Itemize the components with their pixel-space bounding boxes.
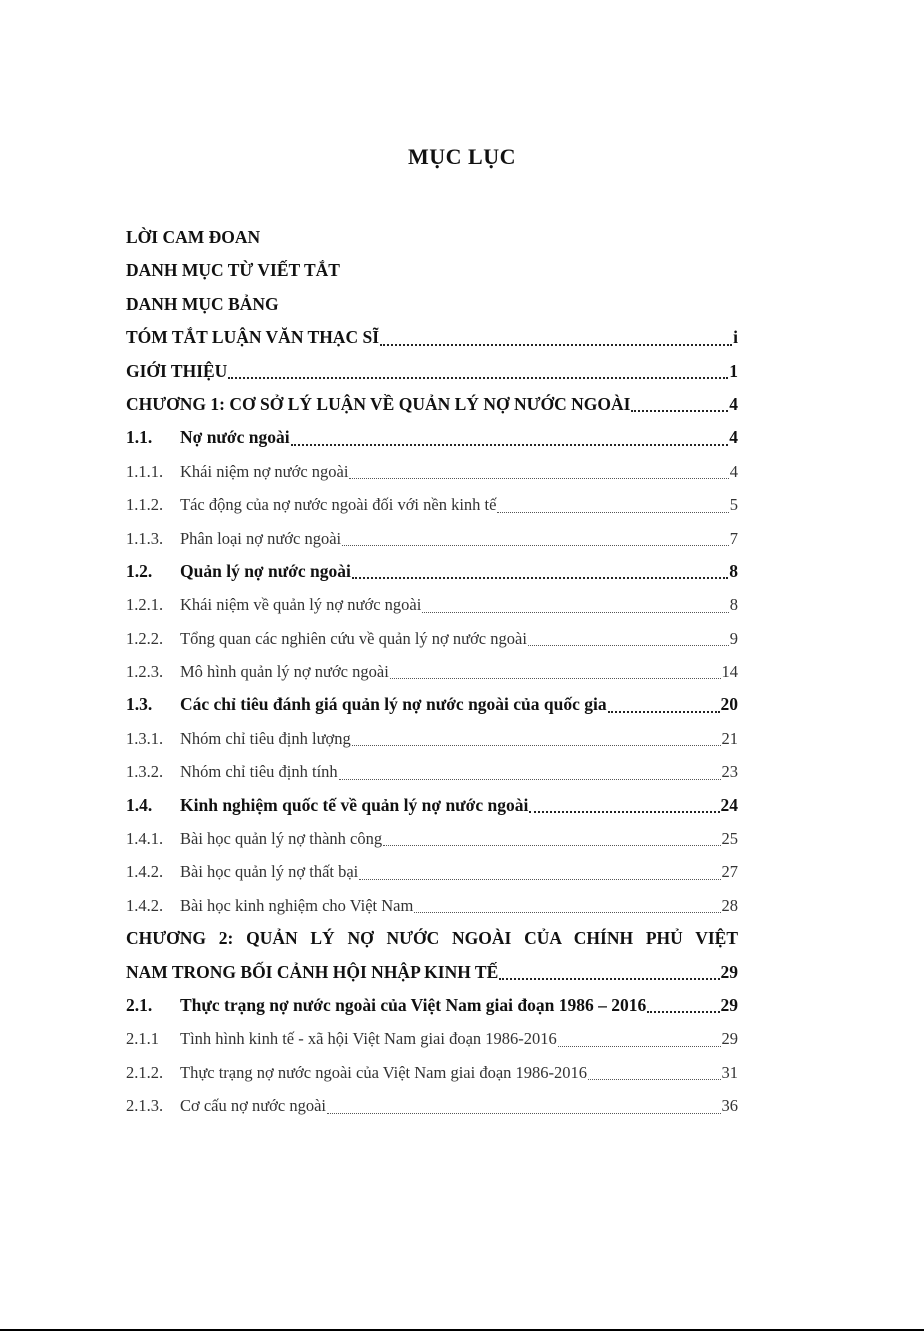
toc-entry-label: Khái niệm về quản lý nợ nước ngoài [180,595,422,615]
leader-dots [497,512,728,513]
toc-entry-page: 1 [729,360,738,381]
leader-dots [349,478,728,479]
toc-entry-label: Quản lý nợ nước ngoài [180,560,351,581]
leader-dots [380,344,732,346]
toc-entry-number: 1.3. [126,694,153,715]
toc-entry-label: LỜI CAM ĐOAN [126,227,261,247]
toc-entry-page: 8 [729,595,738,615]
leader-dots [359,879,720,880]
toc-entry [126,688,738,721]
leader-dots [631,410,728,412]
toc-entry-number: 1.2.2. [126,628,164,648]
toc-entry-label: Bài học quản lý nợ thất bại [180,862,359,882]
toc-entry-page: 29 [721,1029,738,1049]
toc-entry-page: 21 [721,728,738,748]
toc-entry-number: 2.1.1 [126,1029,159,1049]
toc-entry [126,588,738,621]
toc-entry-page: 9 [729,628,738,648]
toc-entry-page: 29 [720,961,738,982]
toc-entry-number: 1.4. [126,794,153,815]
toc-entry-number: 1.4.1. [126,829,164,849]
toc-entry [126,221,738,254]
toc-entry-label: Cơ cấu nợ nước ngoài [180,1096,327,1116]
toc-entry-page: i [733,327,738,348]
toc-entry-page: 31 [721,1062,738,1082]
toc-entry-number: 2.1.3. [126,1096,164,1116]
toc-entry [126,855,738,888]
toc-entry [126,755,738,788]
toc-entry-page: 25 [721,829,738,849]
toc-entry-label: DANH MỤC TỪ VIẾT TẮT [126,260,340,281]
toc-entry [126,321,738,354]
leader-dots [390,678,721,679]
toc-entry [126,455,738,488]
toc-entry [126,522,738,555]
toc-entry-number: 1.3.1. [126,728,164,748]
toc-entry-number: 1.4.2. [126,862,164,882]
toc-entry-label: Bài học kinh nghiệm cho Việt Nam [180,895,414,915]
toc-entry-page: 29 [720,994,738,1015]
toc-entry-page: 4 [729,461,738,481]
toc-entry [126,722,738,755]
leader-dots [608,711,720,713]
toc-entry [126,622,738,655]
toc-entry [126,922,738,955]
leader-dots [291,444,729,446]
table-of-contents [126,221,738,1123]
toc-entry-page: 27 [721,862,738,882]
toc-entry-number: 1.4.2. [126,895,164,915]
toc-entry-page: 23 [721,762,738,782]
toc-entry-label: Tình hình kinh tế - xã hội Việt Nam giai đoạn 1986-2016 [180,1029,557,1049]
toc-entry [126,956,738,989]
toc-entry [126,254,738,287]
leader-dots [383,845,720,846]
leader-dots [228,377,728,379]
toc-entry-number: 1.2.3. [126,662,164,682]
toc-entry-page: 7 [729,528,738,548]
toc-entry-label: Các chỉ tiêu đánh giá quản lý nợ nước ngoài của quốc gia [180,694,607,715]
toc-entry [126,989,738,1022]
toc-entry [126,1089,738,1122]
leader-dots [558,1046,721,1047]
toc-entry-label: Tác động của nợ nước ngoài đối với nền kinh tế [180,495,497,515]
leader-dots [422,612,728,613]
leader-dots [339,779,721,780]
toc-entry-label: Kinh nghiệm quốc tế về quản lý nợ nước ngoài [180,794,529,815]
toc-entry-label: Tổng quan các nghiên cứu về quản lý nợ nước ngoài [180,628,527,648]
toc-entry-label: Thực trạng nợ nước ngoài của Việt Nam giai đoạn 1986 – 2016 [180,994,647,1015]
toc-entry-label: Nhóm chỉ tiêu định lượng [180,728,351,748]
toc-entry-number: 1.1.2. [126,495,164,515]
leader-dots [414,912,720,913]
toc-entry-number: 1.1.3. [126,528,164,548]
leader-dots [528,645,729,646]
toc-entry [126,555,738,588]
toc-entry [126,1056,738,1089]
toc-entry [126,889,738,922]
toc-entry-label: NAM TRONG BỐI CẢNH HỘI NHẬP KINH TẾ [126,961,499,982]
toc-entry-page: 4 [729,427,738,448]
leader-dots [342,545,729,546]
toc-entry-label: Phân loại nợ nước ngoài [180,528,342,548]
toc-entry-page: 8 [729,560,738,581]
leader-dots [529,811,719,813]
toc-entry [126,822,738,855]
toc-entry-label: Khái niệm nợ nước ngoài [180,461,349,481]
toc-entry [126,388,738,421]
toc-entry [126,421,738,454]
toc-entry-number: 1.1.1. [126,461,164,481]
toc-entry-label: Thực trạng nợ nước ngoài của Việt Nam giai đoạn 1986-2016 [180,1062,588,1082]
toc-entry-page: 28 [721,895,738,915]
toc-entry [126,1022,738,1055]
toc-entry-page: 20 [720,694,738,715]
leader-dots [499,978,719,980]
leader-dots [352,577,728,579]
toc-entry-label: CHƯƠNG 1: CƠ SỞ LÝ LUẬN VỀ QUẢN LÝ NỢ NƯỚC NGOÀI [126,393,631,414]
toc-entry [126,488,738,521]
toc-entry-number: 2.1. [126,994,153,1015]
toc-entry-number: 1.1. [126,427,153,448]
toc-entry [126,789,738,822]
toc-entry-page: 5 [729,495,738,515]
toc-entry [126,655,738,688]
toc-entry-page: 36 [721,1096,738,1116]
leader-dots [352,745,721,746]
leader-dots [588,1079,720,1080]
toc-entry-page: 14 [721,662,738,682]
toc-entry-label: Nợ nước ngoài [180,427,290,448]
page-title: MỤC LỤC [408,144,516,169]
toc-entry-label: Mô hình quản lý nợ nước ngoài [180,662,389,682]
toc-entry-number: 1.2.1. [126,595,164,615]
toc-entry-page: 24 [720,794,738,815]
toc-entry-label: GIỚI THIỆU [126,360,228,381]
toc-entry-label: DANH MỤC BẢNG [126,293,279,314]
toc-entry-label: CHƯƠNG 2: QUẢN LÝ NỢ NƯỚC NGOÀI CỦA CHÍNH PHỦ VIỆT [126,928,738,949]
toc-entry [126,288,738,321]
toc-entry-number: 1.3.2. [126,762,164,782]
toc-entry-label: Nhóm chỉ tiêu định tính [180,762,338,782]
toc-entry-label: TÓM TẮT LUẬN VĂN THẠC SĨ [126,327,379,348]
toc-entry-page: 4 [729,393,738,414]
toc-entry-label: Bài học quản lý nợ thành công [180,829,383,849]
leader-dots [647,1011,719,1013]
leader-dots [327,1113,720,1114]
toc-entry-number: 2.1.2. [126,1062,164,1082]
toc-entry [126,355,738,388]
toc-entry-number: 1.2. [126,560,153,581]
